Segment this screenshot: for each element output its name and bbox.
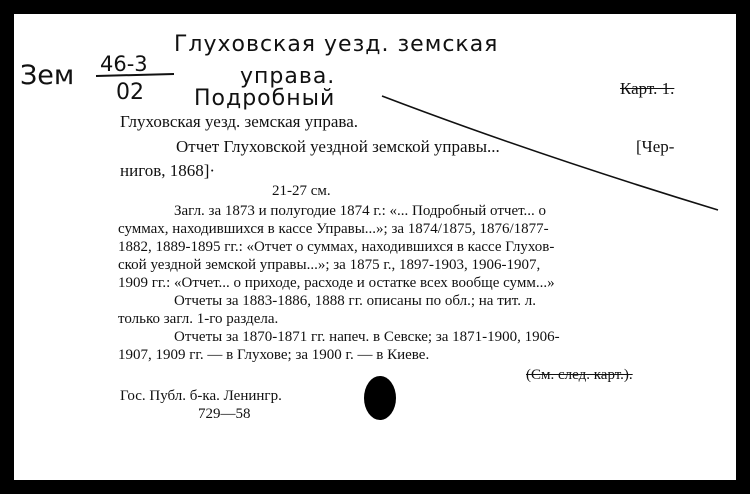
note2-line: только загл. 1-го раздела. — [118, 311, 279, 327]
catalog-card — [14, 14, 736, 480]
title-line1: Отчет Глуховской уездной земской управы... — [176, 137, 500, 156]
note1-line: Загл. за 1873 и полугодие 1874 г.: «... Подробный отчет... о — [174, 203, 547, 219]
handwritten-title-line1: Глуховская уезд. земская — [174, 32, 499, 57]
title-line2: нигов, 1868]· — [120, 161, 216, 180]
note1-line: 1909 гг.: «Отчет... о приходе, расходе и остатке всех вообще сумм...» — [118, 275, 555, 291]
note1-line: ской уездной земской управы...»; за 1875 г., 1897-1903, 1906-1907, — [118, 257, 541, 273]
title-bracket: [Чер- — [636, 137, 675, 156]
size-note: 21-27 см. — [272, 183, 331, 199]
handwritten-title-line2: управа. — [240, 64, 336, 89]
library-name: Гос. Публ. б-ка. Ленингр. — [120, 388, 282, 404]
note1-line: 1882, 1889-1895 гг.: «Отчет о суммах, находившихся в кассе Глухов- — [118, 239, 555, 255]
cipher-sub: 02 — [116, 80, 144, 105]
note2-line: Отчеты за 1883-1886, 1888 гг. описаны по обл.; на тит. л. — [174, 293, 536, 309]
shelf-mark: 729—58 — [198, 406, 251, 422]
card-heading: Глуховская уезд. земская управа. — [120, 112, 358, 131]
note1-line: суммах, находившихся в кассе Управы...»; за 1874/1875, 1876/1877- — [118, 221, 549, 237]
card-label: Карт. 1. — [620, 79, 675, 98]
punch-hole — [364, 376, 396, 420]
note3-line: 1907, 1909 гг. — в Глухове; за 1900 г. — в Киеве. — [118, 347, 430, 363]
cipher-prefix: Зем — [20, 60, 75, 91]
cipher-number: 46-3 — [100, 52, 148, 76]
note3-line: Отчеты за 1870-1871 гг. напеч. в Севске; за 1871-1900, 1906- — [174, 329, 560, 345]
handwritten-title-line3: Подробный — [194, 86, 336, 111]
see-next-card: (См. след. карт.). — [526, 367, 633, 383]
